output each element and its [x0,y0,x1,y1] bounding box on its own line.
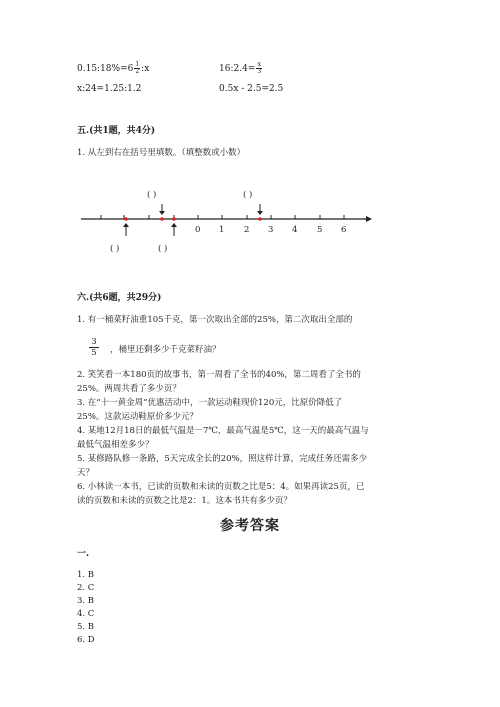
question-1-line-2: ，桶里还剩多少千克菜籽油？ [110,345,221,355]
tick-label-1: 1 [219,225,225,235]
question-1-fraction: $\frac{3}{5}$ [89,337,99,358]
answer-bracket-top-1[interactable]: ( ) [147,190,157,200]
equation-2: 16:2.4= $\frac{x}{3}$ [219,61,262,75]
section-6-heading: 六.(共6题，共29分) [77,293,162,303]
section-5-question: 1. 从左到右在括号里填数。（填整数或小数） [77,148,246,158]
number-line-diagram [0,0,500,290]
question-6-line-1: 6. 小林读一本书，已读的页数和未读的页数之比是5：4。如果再读25页，已 [77,482,365,492]
red-point-4 [258,217,262,221]
question-2-line-2: 25%。两周共看了多少页？ [77,384,181,394]
answer-item: 5. B [77,622,95,632]
answer-item: 1. B [77,570,95,580]
answer-bracket-top-2[interactable]: ( ) [243,190,253,200]
answer-bracket-bottom-1[interactable]: ( ) [110,244,120,254]
section-5-heading: 五.(共1题，共4分) [77,126,156,136]
answer-section-label: 一. [77,549,90,559]
tick-label-2: 2 [244,225,250,235]
question-3-line-1: 3. 在“十一黄金周”优惠活动中，一款运动鞋现价120元，比原价降低了 [77,398,343,408]
question-3-line-2: 25%。这款运动鞋原价多少元？ [77,412,198,422]
tick-label-3: 3 [268,225,274,235]
up-arrow-icon [123,223,129,236]
question-1-line-1: 1. 有一桶菜籽油重105千克，第一次取出全部的25%，第二次取出全部的 [77,315,353,325]
question-5-line-2: 天？ [77,468,95,478]
answer-item: 4. C [77,609,95,619]
equation-4: 0.5x - 2.5=2.5 [219,84,284,94]
red-point-2 [160,217,164,221]
equation-3: x:24=1.25:1.2 [77,84,142,94]
tick-label-4: 4 [292,225,298,235]
down-arrow-icon [257,204,263,215]
down-arrow-icon [159,204,165,215]
red-point-3 [172,217,176,221]
answer-item: 6. D [77,635,95,645]
tick-label-5: 5 [317,225,323,235]
fraction: $\frac{x}{3}$ [257,61,262,75]
red-point-1 [124,217,128,221]
question-6-line-2: 读的页数和未读的页数之比是2：1。这本书共有多少页？ [77,496,292,506]
up-arrow-icon [171,223,177,236]
answer-item: 2. C [77,583,95,593]
fraction: $\frac{1}{2}$ [135,61,140,75]
answer-item: 3. B [77,596,95,606]
equation-1: 0.15:18%=6 $\frac{1}{2}$ :x [77,61,150,75]
tick-label-0: 0 [195,225,201,235]
question-4-line-1: 4. 某地12月18日的最低气温是－7℃，最高气温是5℃，这一天的最高气温与 [77,426,369,436]
number-line-arrowhead [366,216,372,222]
question-4-line-2: 最低气温相差多少？ [77,440,154,450]
answer-key-title: 参考答案 [220,518,280,534]
tick-label-6: 6 [341,225,347,235]
question-2-line-1: 2. 笑笑看一本180页的故事书，第一周看了全书的40%，第二周看了全书的 [77,370,361,380]
question-5-line-1: 5. 某修路队修一条路，5天完成全长的20%，照这样计算，完成任务还需多少 [77,454,368,464]
answer-bracket-bottom-2[interactable]: ( ) [158,244,168,254]
